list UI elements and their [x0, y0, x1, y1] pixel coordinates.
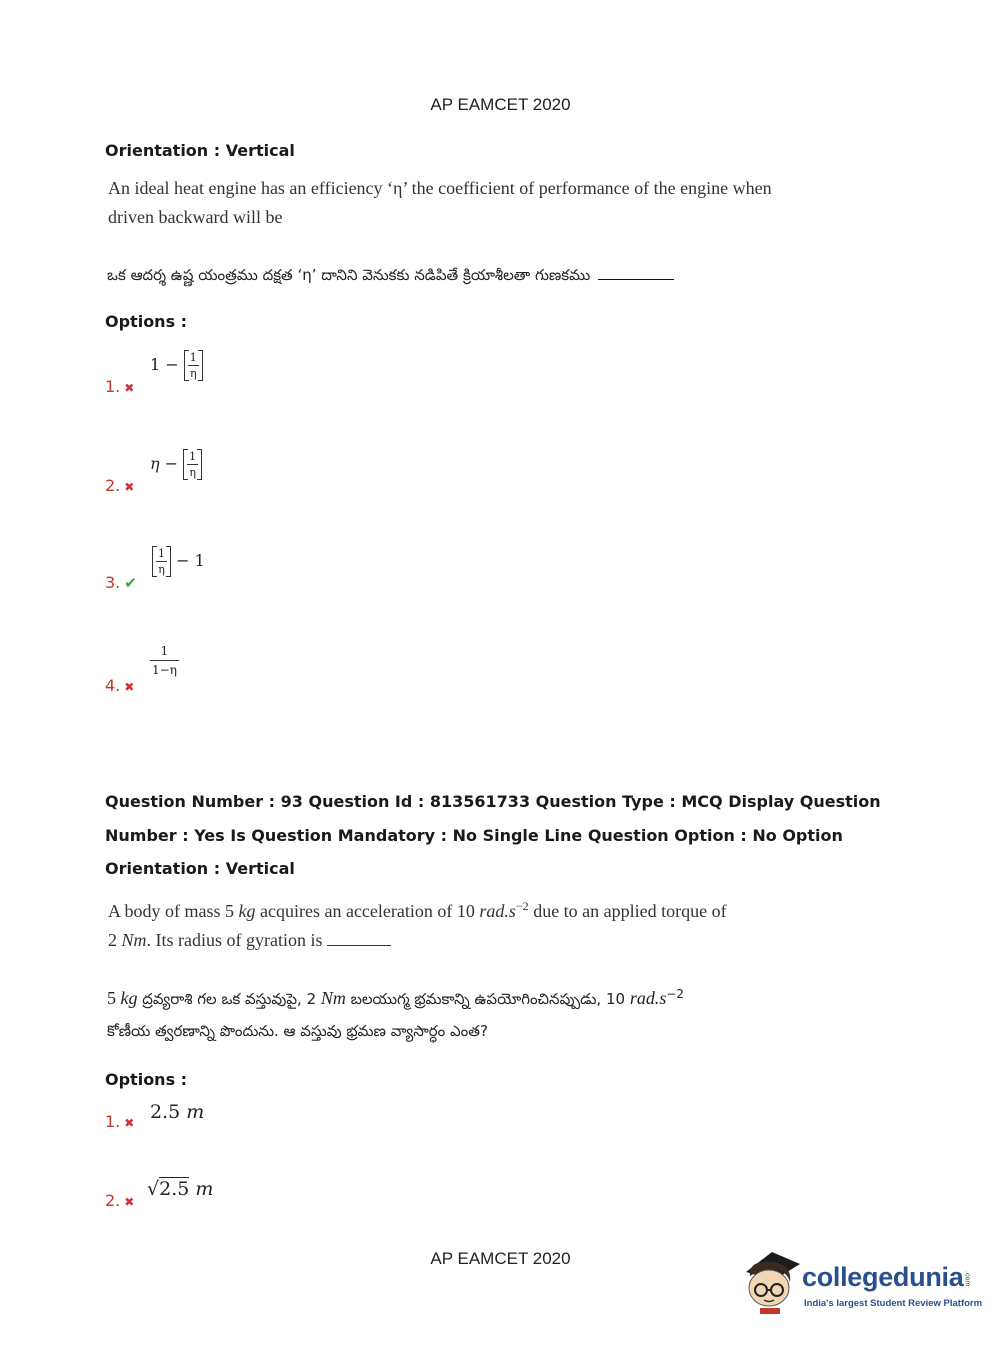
- sqrt-icon: √: [147, 1178, 160, 1200]
- check-icon: ✔: [124, 574, 137, 592]
- q2-option-2-formula: [147, 1178, 213, 1200]
- option-number: 1.: [105, 377, 121, 396]
- q2-option-2-number: [105, 1191, 134, 1210]
- option-number: 1.: [105, 1112, 121, 1131]
- q1-option-3-formula: [152, 546, 205, 577]
- q2-question-line-1: A body of mass 5 kg acquires an acceleration of 10 $rad.s^{-2}$ due to an applied torque of: [108, 899, 727, 921]
- option-unit: m: [195, 1178, 214, 1200]
- cross-icon: ✖: [124, 381, 135, 395]
- option-number: 4.: [105, 676, 121, 695]
- q1-orientation: Orientation : Vertical: [105, 141, 295, 160]
- option-number: 2.: [105, 1191, 121, 1210]
- q2-option-1-formula: [150, 1101, 204, 1123]
- q1-option-1-number: [105, 377, 134, 396]
- page-footer: AP EAMCET 2020: [430, 1249, 571, 1268]
- q2-telugu-line-2: కోణీయ త్వరణాన్ని పొందును. ఆ వస్తువు భ్రమణ వ్యాసార్ధం ఎంత?: [107, 1022, 488, 1040]
- collegedunia-mascot-icon: [742, 1250, 802, 1316]
- q2-meta-line-2: Number : Yes Is Question Mandatory : No Single Line Question Option : No Option: [105, 826, 843, 845]
- option-number: 2.: [105, 476, 121, 495]
- fraction-numerator: 1: [189, 450, 197, 463]
- formula-prefix: 1 −: [150, 355, 179, 374]
- fraction-denominator: η: [189, 466, 196, 479]
- q1-question-line-1: An ideal heat engine has an efficiency ‘η’ the coefficient of performance of the engine when: [108, 178, 772, 198]
- q1-question-telugu: [107, 259, 674, 291]
- formula-prefix: η −: [150, 454, 179, 473]
- q2-question-english: [108, 892, 727, 955]
- q2-meta-line-1: Question Number : 93 Question Id : 813561733 Question Type : MCQ Display Question: [105, 792, 881, 811]
- option-unit: m: [186, 1101, 205, 1123]
- cross-icon: ✖: [124, 1116, 135, 1130]
- option-number: 3.: [105, 573, 121, 592]
- fraction-denominator: 1−η: [152, 663, 177, 677]
- q1-question-english: [108, 174, 772, 232]
- q2-question-line-2: 2 Nm. Its radius of gyration is: [108, 926, 727, 955]
- answer-blank: [327, 945, 391, 946]
- option-value: 2.5: [159, 1178, 190, 1200]
- q2-option-1-number: [105, 1112, 134, 1131]
- cross-icon: ✖: [124, 480, 135, 494]
- q1-options-label: Options :: [105, 312, 188, 331]
- q1-option-4-formula: [150, 642, 179, 679]
- bracket-fraction: [152, 546, 171, 577]
- fraction-numerator: 1: [150, 642, 179, 661]
- q2-question-telugu: [107, 978, 684, 1047]
- logo-suffix: .com: [963, 1270, 971, 1286]
- q1-option-2-number: [105, 476, 134, 495]
- fraction: [150, 642, 179, 679]
- bracket-fraction: [184, 350, 203, 381]
- page-header: AP EAMCET 2020: [430, 95, 571, 114]
- cross-icon: ✖: [124, 1195, 135, 1209]
- q2-orientation: Orientation : Vertical: [105, 859, 295, 878]
- cross-icon: ✖: [124, 680, 135, 694]
- q2-telugu-line-1: 5 kg ద్రవ్యరాశి గల ఒక వస్తువుపై, 2 Nm బలయుగ్మ భ్రమకాన్ని ఉపయోగించినప్పుడు, 10 $rad.s^{-2}$: [107, 987, 685, 1008]
- option-value: 2.5: [150, 1101, 181, 1123]
- collegedunia-logo: [802, 1262, 970, 1293]
- formula-suffix: − 1: [176, 551, 205, 570]
- q1-option-4-number: [105, 676, 134, 695]
- bracket-fraction: [183, 449, 202, 480]
- answer-blank: [598, 279, 674, 280]
- q1-option-3-number: [105, 573, 137, 592]
- fraction-numerator: 1: [189, 351, 197, 364]
- q2-options-label: Options :: [105, 1070, 188, 1089]
- logo-name: collegedunia: [802, 1262, 964, 1292]
- q1-telugu-text: ఒక ఆదర్శ ఉష్ణ యంత్రము దక్షత ‘η’ దానిని వెనుకకు నడిపితే క్రియాశీలతా గుణకము: [107, 266, 591, 284]
- fraction-numerator: 1: [158, 547, 165, 560]
- fraction-denominator: η: [189, 367, 197, 380]
- q1-option-2-formula: [150, 449, 202, 480]
- logo-tagline: India's largest Student Review Platform: [804, 1298, 983, 1309]
- q1-option-1-formula: [150, 350, 203, 381]
- q1-question-line-2: driven backward will be: [108, 207, 283, 227]
- fraction-denominator: η: [158, 563, 165, 576]
